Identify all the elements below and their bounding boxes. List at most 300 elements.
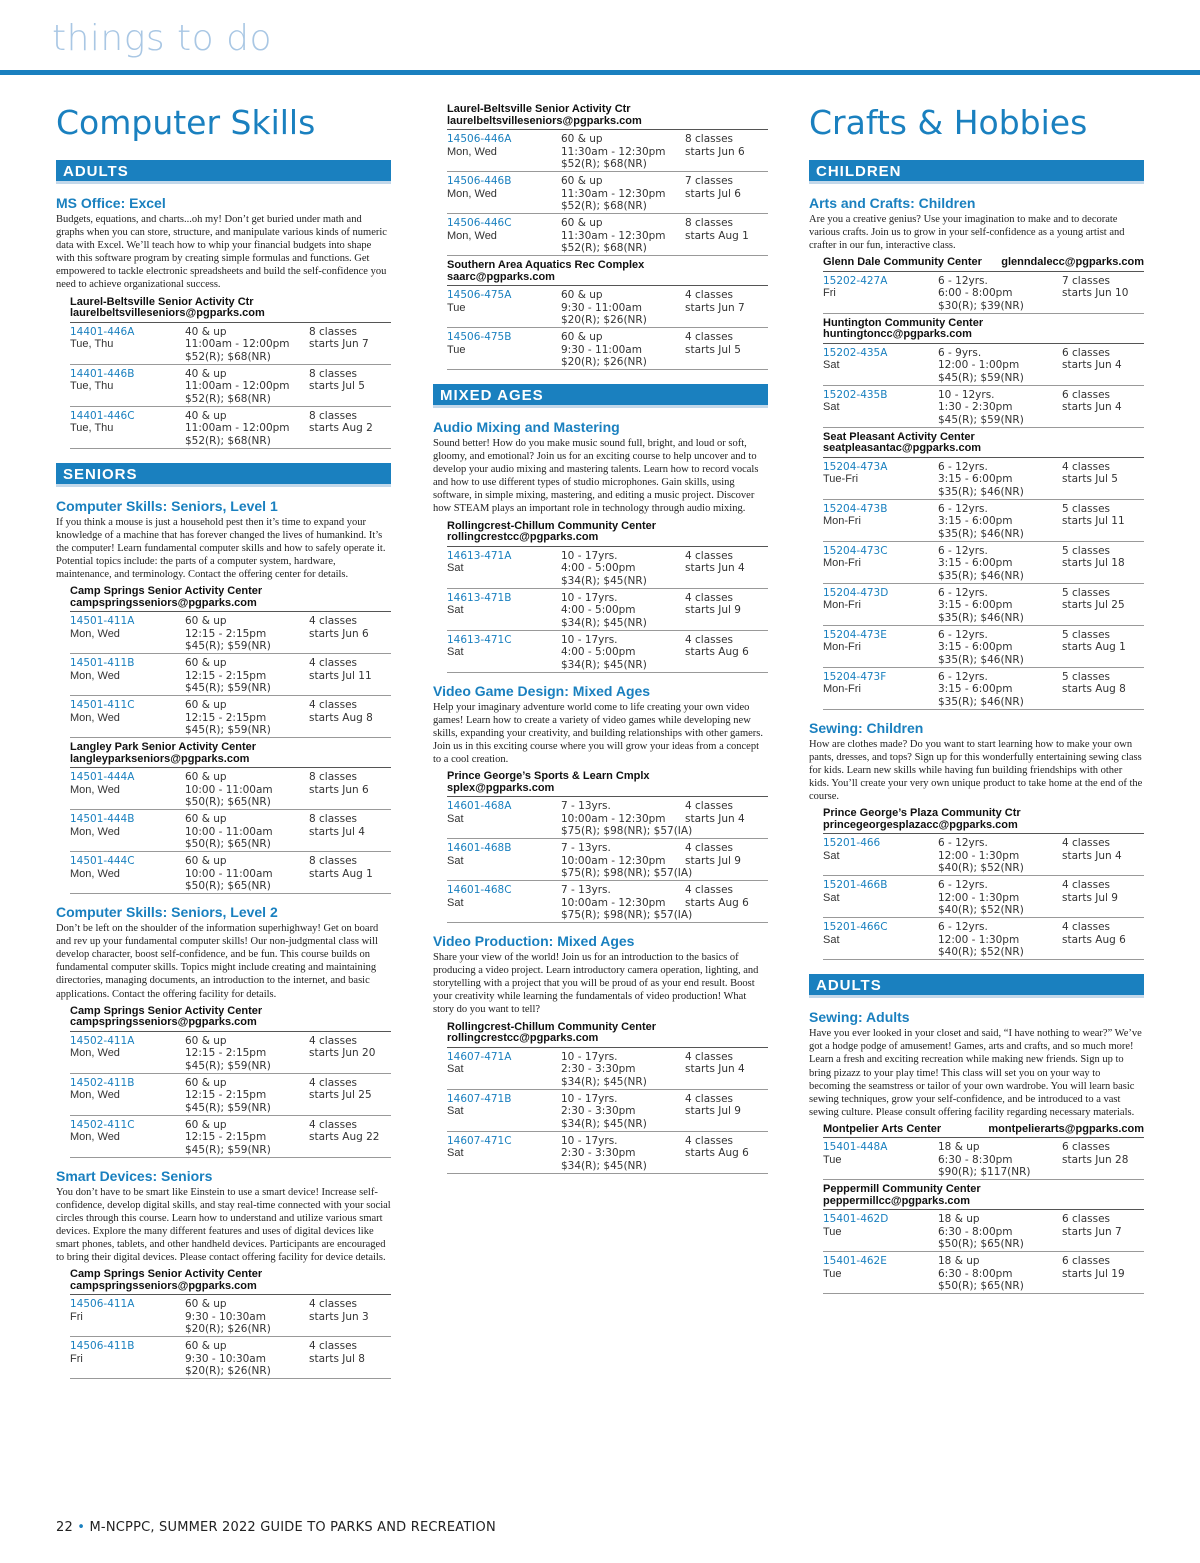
facility-header <box>823 1184 1144 1210</box>
course-code[interactable]: 14502-411C <box>70 1118 135 1131</box>
session-days: Sat <box>447 1105 464 1117</box>
class-count: 4 classes <box>685 1134 734 1147</box>
course-title: Sewing: Adults <box>809 1009 910 1026</box>
facility-email[interactable]: princegeorgesplazacc@pgparks.com <box>823 818 1018 831</box>
age-range: 18 & up <box>938 1141 980 1154</box>
course-code[interactable]: 15201-466 <box>823 837 881 850</box>
session-fee: $50(R); $65(NR) <box>185 880 271 893</box>
session-time: 2:30 - 3:30pm <box>561 1147 636 1159</box>
facility-name: Peppermill Community Center <box>823 1183 981 1196</box>
session-time: 12:15 - 2:15pm <box>185 1047 267 1060</box>
course-block <box>809 720 1144 960</box>
course-code[interactable]: 15204-473D <box>823 586 889 599</box>
start-date: starts Aug 6 <box>685 646 749 659</box>
session-fee: $45(R); $59(NR) <box>185 724 271 737</box>
start-date: starts Jun 6 <box>685 145 745 158</box>
course-description: Have you ever looked in your closet and said, “I have nothing to wear?” We’ve got a hodge podge of amusement! Games, arts and crafts, and so much more! Learn a fresh and exciting recreation while making new friends. Sign up to bring pizazz to your play time! This class will set you on your way to becoming the seamstress or tailor of your own wardrobe. You will learn basic sewing techniques, grow your self-confidence, and be introduced to a vast sewing culture. Please consult offering facility regarding necessary materials. <box>809 1028 1142 1118</box>
age-range: 60 & up <box>561 133 603 145</box>
class-count: 8 classes <box>309 409 358 422</box>
session-fee: $35(R); $46(NR) <box>938 653 1024 666</box>
session-row <box>823 1138 1144 1180</box>
session-time: 12:15 - 2:15pm <box>185 669 267 682</box>
age-range: 10 - 17yrs. <box>561 549 618 562</box>
session-time: 12:00 - 1:30pm <box>938 933 1020 946</box>
age-range: 6 - 12yrs. <box>938 544 988 557</box>
session-row <box>823 1252 1144 1294</box>
class-count: 4 classes <box>685 1092 734 1105</box>
session-row <box>447 1090 768 1132</box>
session-fee: $75(R); $98(NR); $57(IA) <box>561 867 693 880</box>
session-time: 3:15 - 6:00pm <box>938 599 1013 612</box>
course-code[interactable]: 14601-468C <box>447 884 512 897</box>
session-days: Sat <box>447 812 464 825</box>
session-fee: $20(R); $26(NR) <box>185 1365 271 1378</box>
session-days: Tue, Thu <box>70 338 114 351</box>
class-count: 4 classes <box>685 884 734 897</box>
course-title: Sewing: Children <box>809 719 924 736</box>
class-count: 6 classes <box>1062 346 1111 359</box>
session-row <box>447 130 768 172</box>
age-range: 60 & up <box>185 1118 227 1131</box>
age-range: 18 & up <box>938 1213 980 1226</box>
start-date: starts Jun 7 <box>685 301 745 314</box>
start-date: starts Aug 6 <box>1062 933 1126 946</box>
session-time: 1:30 - 2:30pm <box>938 401 1013 414</box>
facility-email[interactable]: langleyparkseniors@pgparks.com <box>70 752 250 765</box>
course-code[interactable]: 14607-471C <box>447 1134 512 1147</box>
session-days: Sat <box>447 1147 464 1159</box>
category-bar-adults: ADULTS <box>56 160 391 184</box>
age-range: 60 & up <box>185 1076 227 1089</box>
session-time: 11:30am - 12:30pm <box>561 229 666 242</box>
session-fee: $40(R); $52(NR) <box>938 862 1024 875</box>
session-row <box>70 1032 391 1074</box>
session-fee: $45(R); $59(NR) <box>185 640 271 653</box>
course-code[interactable]: 14506-475B <box>447 331 512 343</box>
facility-header <box>447 104 768 130</box>
facility-block <box>70 297 391 449</box>
facility-email[interactable]: montpelierarts@pgparks.com <box>988 1122 1144 1135</box>
column-1 <box>56 100 391 1389</box>
facility-email[interactable]: campspringsseniors@pgparks.com <box>70 1016 257 1029</box>
session-time: 11:00am - 12:00pm <box>185 422 290 435</box>
session-fee: $50(R); $65(NR) <box>185 796 271 809</box>
session-days: Mon, Wed <box>70 627 120 640</box>
session-days: Sat <box>447 604 464 617</box>
course-code[interactable]: 14506-411A <box>70 1298 135 1311</box>
facility-header <box>823 257 1144 272</box>
course-code[interactable]: 14506-475A <box>447 289 512 301</box>
page-header-title: things to do <box>52 18 273 59</box>
age-range: 10 - 17yrs. <box>561 1134 618 1147</box>
session-days: Mon, Wed <box>447 229 497 242</box>
course-block <box>56 195 391 449</box>
session-row <box>823 458 1144 500</box>
footer-text: M-NCPPC, SUMMER 2022 GUIDE TO PARKS AND RECREATION <box>89 1520 496 1535</box>
age-range: 18 & up <box>938 1255 980 1268</box>
course-code[interactable]: 14502-411A <box>70 1034 135 1047</box>
facility-header <box>823 1124 1144 1139</box>
facility-block <box>823 1124 1144 1181</box>
session-row <box>823 876 1144 918</box>
facility-header <box>447 521 768 547</box>
class-count: 4 classes <box>1062 921 1111 934</box>
facility-block <box>70 586 391 738</box>
facility-email[interactable]: rollingcrestcc@pgparks.com <box>447 531 599 544</box>
facility-block <box>447 771 768 923</box>
session-time: 9:30 - 11:00am <box>561 343 642 356</box>
start-date: starts Jul 5 <box>309 380 365 393</box>
course-code[interactable]: 15201-466C <box>823 921 888 934</box>
session-fee: $35(R); $46(NR) <box>938 527 1024 540</box>
class-count: 5 classes <box>1062 502 1111 515</box>
course-code[interactable]: 14613-471B <box>447 591 512 604</box>
age-range: 60 & up <box>185 1298 227 1311</box>
facility-block <box>823 318 1144 428</box>
session-fee: $52(R); $68(NR) <box>561 200 647 212</box>
session-fee: $34(R); $45(NR) <box>561 1117 647 1130</box>
age-range: 40 & up <box>185 367 227 380</box>
session-time: 6:30 - 8:00pm <box>938 1225 1013 1238</box>
class-count: 4 classes <box>309 1118 358 1131</box>
course-code[interactable]: 14401-446A <box>70 325 135 338</box>
course-code[interactable]: 14601-468B <box>447 842 512 855</box>
course-description: You don’t have to be smart like Einstein to use a smart device! Increase self-confidence, develop digital skills, and stay real-time connected with your social circles through this course. Learn how to understand and utilize various smart devices. Explore the many different features and uses of digital devices like smart phones, tablets, and other handheld devices. Participants are encouraged to bring their digital devices. Please contact offering facility for device details. <box>56 1186 391 1264</box>
course-block <box>433 419 768 673</box>
age-range: 6 - 12yrs. <box>938 502 988 515</box>
session-row <box>70 810 391 852</box>
age-range: 60 & up <box>185 855 227 868</box>
course-code[interactable]: 14501-444C <box>70 855 135 868</box>
session-time: 3:15 - 6:00pm <box>938 557 1013 570</box>
age-range: 40 & up <box>185 409 227 422</box>
course-code[interactable]: 14401-446B <box>70 367 135 380</box>
session-row <box>447 589 768 631</box>
age-range: 6 - 12yrs. <box>938 879 988 892</box>
start-date: starts Aug 6 <box>685 896 749 909</box>
age-range: 60 & up <box>185 699 227 712</box>
facility-block <box>447 521 768 673</box>
start-date: starts Aug 8 <box>1062 683 1126 696</box>
course-code[interactable]: 15401-462D <box>823 1213 889 1226</box>
course-code[interactable]: 14506-446A <box>447 133 512 145</box>
session-days: Sat <box>823 359 840 372</box>
session-row <box>823 500 1144 542</box>
age-range: 60 & up <box>185 1340 227 1353</box>
session-row <box>70 1074 391 1116</box>
course-code[interactable]: 15204-473C <box>823 544 888 557</box>
start-date: starts Jun 4 <box>685 1063 745 1075</box>
facility-email[interactable]: campspringsseniors@pgparks.com <box>70 1279 257 1292</box>
start-date: starts Aug 2 <box>309 422 373 435</box>
session-row <box>447 547 768 589</box>
session-days: Fri <box>70 1352 83 1365</box>
session-fee: $35(R); $46(NR) <box>938 695 1024 708</box>
course-description: Sound better! How do you make music sound full, bright, and loud or soft, gloomy, and emotional? Join us for an exciting course to help uncover and to develop your audio mixing and mastering talents. Learn how to record vocals and how to use different types of studio microphones. Gain skills, using software, in simple mixing, mastering, and editing a music project. Discover how STEAM plays an important role in technology through audio mixing. <box>433 438 759 515</box>
session-fee: $20(R); $26(NR) <box>561 356 647 368</box>
session-time: 4:00 - 5:00pm <box>561 604 636 617</box>
session-time: 10:00am - 12:30pm <box>561 812 666 825</box>
start-date: starts Jun 7 <box>309 338 369 351</box>
session-fee: $52(R); $68(NR) <box>561 242 647 254</box>
session-days: Tue-Fri <box>823 473 859 486</box>
session-time: 3:15 - 6:00pm <box>938 683 1013 696</box>
session-days: Sat <box>447 854 464 867</box>
facility-block <box>823 432 1144 710</box>
session-fee: $50(R); $65(NR) <box>938 1280 1024 1293</box>
session-days: Tue <box>823 1153 842 1166</box>
start-date: starts Jun 4 <box>685 562 745 575</box>
session-row <box>823 272 1144 314</box>
session-row <box>70 852 391 894</box>
session-time: 12:15 - 2:15pm <box>185 711 267 724</box>
facility-name: Camp Springs Senior Activity Center <box>70 1268 263 1281</box>
session-time: 12:15 - 2:15pm <box>185 1131 267 1144</box>
facility-header <box>823 432 1144 458</box>
start-date: starts Jul 9 <box>1062 891 1118 904</box>
course-code[interactable]: 14613-471A <box>447 549 512 562</box>
facility-email[interactable]: seatpleasantac@pgparks.com <box>823 442 982 455</box>
course-description: Help your imaginary adventure world come to life creating your own video games! Learn how to create a variety of video games while developing new skills, expanding your creativity, and building relationships with other gamers. Join us in this exciting course where you will grow your ideas from a concept to a cool creation. <box>433 701 764 765</box>
session-row <box>823 626 1144 668</box>
session-time: 4:00 - 5:00pm <box>561 562 636 575</box>
class-count: 6 classes <box>1062 1213 1111 1226</box>
session-row <box>70 1295 391 1337</box>
age-range: 7 - 13yrs. <box>561 884 611 897</box>
session-time: 9:30 - 10:30am <box>185 1352 266 1365</box>
course-code[interactable]: 14506-446C <box>447 217 512 229</box>
course-title: Computer Skills: Seniors, Level 1 <box>56 497 278 514</box>
session-fee: $45(R); $59(NR) <box>185 1143 271 1156</box>
session-fee: $45(R); $59(NR) <box>938 371 1024 384</box>
session-fee: $40(R); $52(NR) <box>938 946 1024 959</box>
class-count: 4 classes <box>1062 460 1111 473</box>
course-code[interactable]: 14506-446B <box>447 175 512 187</box>
facility-email[interactable]: splex@pgparks.com <box>447 781 555 794</box>
course-code[interactable]: 14501-411B <box>70 657 135 670</box>
session-row <box>70 1116 391 1158</box>
facility-email[interactable]: huntingtoncc@pgparks.com <box>823 328 972 341</box>
start-date: starts Jul 5 <box>685 343 741 356</box>
session-days: Mon-Fri <box>823 641 861 654</box>
age-range: 6 - 12yrs. <box>938 921 988 934</box>
facility-email[interactable]: laurelbeltsvilleseniors@pgparks.com <box>447 114 642 127</box>
facility-email[interactable]: peppermillcc@pgparks.com <box>823 1194 971 1207</box>
session-time: 12:15 - 2:15pm <box>185 627 267 640</box>
start-date: starts Jun 20 <box>309 1047 376 1060</box>
session-fee: $52(R); $68(NR) <box>185 434 271 447</box>
class-count: 4 classes <box>685 633 734 646</box>
column-2 <box>433 104 768 1184</box>
class-count: 7 classes <box>1062 274 1111 287</box>
course-block <box>809 195 1144 710</box>
course-code[interactable]: 15201-466B <box>823 879 888 892</box>
session-time: 10:00 - 11:00am <box>185 867 273 880</box>
course-code[interactable]: 14506-411B <box>70 1340 135 1353</box>
class-count: 8 classes <box>309 813 358 826</box>
session-row <box>447 881 768 923</box>
facility-name: Langley Park Senior Activity Center <box>70 741 257 754</box>
session-days: Mon, Wed <box>70 783 120 796</box>
facility-block <box>447 1022 768 1174</box>
class-count: 4 classes <box>685 331 734 343</box>
facility-email[interactable]: campspringsseniors@pgparks.com <box>70 596 257 609</box>
course-code[interactable]: 14401-446C <box>70 409 135 422</box>
course-code[interactable]: 14501-444A <box>70 771 135 784</box>
age-range: 60 & up <box>561 217 603 229</box>
start-date: starts Aug 1 <box>1062 641 1126 654</box>
course-code[interactable]: 14607-471A <box>447 1050 512 1063</box>
facility-header <box>823 808 1144 834</box>
facility-name: Camp Springs Senior Activity Center <box>70 1004 263 1017</box>
session-days: Tue, Thu <box>70 380 114 393</box>
class-count: 4 classes <box>309 1034 358 1047</box>
facility-email[interactable]: saarc@pgparks.com <box>447 270 555 283</box>
course-code[interactable]: 14601-468A <box>447 800 512 813</box>
course-code[interactable]: 15202-435B <box>823 388 888 401</box>
session-fee: $45(R); $59(NR) <box>938 413 1024 426</box>
facility-email[interactable]: laurelbeltsvilleseniors@pgparks.com <box>70 307 265 320</box>
class-count: 4 classes <box>309 1340 358 1353</box>
session-days: Tue <box>447 343 466 356</box>
session-days: Mon, Wed <box>70 825 120 838</box>
facility-name: Rollingcrest-Chillum Community Center <box>447 519 657 532</box>
class-count: 8 classes <box>309 771 358 784</box>
session-days: Sat <box>823 933 840 946</box>
facility-email[interactable]: rollingcrestcc@pgparks.com <box>447 1032 599 1044</box>
session-fee: $52(R); $68(NR) <box>185 392 271 405</box>
course-title: Video Production: Mixed Ages <box>433 933 635 950</box>
start-date: starts Jul 19 <box>1062 1267 1125 1280</box>
session-row <box>823 584 1144 626</box>
category-bar-children: CHILDREN <box>809 160 1144 184</box>
session-days: Mon-Fri <box>823 683 861 696</box>
session-days: Sat <box>447 1063 464 1075</box>
start-date: starts Jun 6 <box>309 783 369 796</box>
facility-block <box>70 742 391 894</box>
course-code[interactable]: 14501-411C <box>70 699 135 712</box>
course-code[interactable]: 15204-473F <box>823 670 887 683</box>
course-title: Computer Skills: Seniors, Level 2 <box>56 904 278 921</box>
session-fee: $45(R); $59(NR) <box>185 1101 271 1114</box>
session-row <box>447 1132 768 1174</box>
class-count: 5 classes <box>1062 670 1111 683</box>
course-code[interactable]: 14502-411B <box>70 1076 135 1089</box>
course-code[interactable]: 14501-411A <box>70 615 135 628</box>
session-row <box>823 386 1144 428</box>
session-row <box>70 612 391 654</box>
session-days: Tue <box>823 1267 842 1280</box>
course-code[interactable]: 14607-471B <box>447 1092 512 1105</box>
session-row <box>447 631 768 673</box>
session-days: Sat <box>823 891 840 904</box>
start-date: starts Jul 6 <box>685 187 741 200</box>
section-title-computer-skills: Computer Skills <box>56 103 316 142</box>
session-fee: $34(R); $45(NR) <box>561 616 647 629</box>
session-days: Fri <box>70 1310 83 1323</box>
facility-header <box>447 260 768 286</box>
session-time: 10:00am - 12:30pm <box>561 854 666 867</box>
session-time: 11:00am - 12:00pm <box>185 380 290 393</box>
course-block <box>56 904 391 1158</box>
age-range: 60 & up <box>561 175 603 187</box>
session-fee: $30(R); $39(NR) <box>938 299 1024 312</box>
age-range: 10 - 17yrs. <box>561 633 618 646</box>
session-fee: $34(R); $45(NR) <box>561 1159 647 1172</box>
session-fee: $34(R); $45(NR) <box>561 658 647 671</box>
session-fee: $75(R); $98(NR); $57(IA) <box>561 825 693 838</box>
facility-email[interactable]: glenndalecc@pgparks.com <box>1001 256 1144 269</box>
page-number: 22 <box>56 1520 73 1535</box>
facility-block <box>823 808 1144 960</box>
session-time: 11:00am - 12:00pm <box>185 338 290 351</box>
course-code[interactable]: 14501-444B <box>70 813 135 826</box>
class-count: 5 classes <box>1062 586 1111 599</box>
class-count: 4 classes <box>685 549 734 562</box>
facility-name: Montpelier Arts Center <box>823 1122 942 1135</box>
session-time: 10:00am - 12:30pm <box>561 896 666 909</box>
class-count: 8 classes <box>309 367 358 380</box>
age-range: 40 & up <box>185 325 227 338</box>
page-footer <box>56 1520 496 1535</box>
session-days: Sat <box>823 401 840 414</box>
session-time: 4:00 - 5:00pm <box>561 646 636 659</box>
age-range: 60 & up <box>185 657 227 670</box>
session-time: 12:00 - 1:30pm <box>938 891 1020 904</box>
course-code[interactable]: 15204-473B <box>823 502 888 515</box>
session-row <box>447 1048 768 1090</box>
class-count: 8 classes <box>685 217 734 229</box>
facility-header <box>823 318 1144 344</box>
session-fee: $45(R); $59(NR) <box>185 682 271 695</box>
course-code[interactable]: 15204-473E <box>823 628 887 641</box>
course-description: Are you a creative genius? Use your imagination to make and to decorate various crafts. Join us to grow in your self-confidence as a young artist and crafter in our fun, interactive class. <box>809 214 1125 252</box>
category-bar-adults: ADULTS <box>809 974 1144 998</box>
facility-name: Prince George’s Sports & Learn Cmplx <box>447 770 650 783</box>
facility-name: Southern Area Aquatics Rec Complex <box>447 259 645 271</box>
session-time: 11:30am - 12:30pm <box>561 145 666 158</box>
session-fee: $20(R); $26(NR) <box>561 314 647 326</box>
age-range: 6 - 12yrs. <box>938 586 988 599</box>
facility-name: Laurel-Beltsville Senior Activity Ctr <box>70 295 254 308</box>
session-days: Mon-Fri <box>823 557 861 570</box>
class-count: 4 classes <box>1062 879 1111 892</box>
age-range: 60 & up <box>561 289 603 301</box>
course-block <box>433 933 768 1173</box>
course-code[interactable]: 15204-473A <box>823 460 888 473</box>
start-date: starts Jun 6 <box>309 627 369 640</box>
session-row <box>70 365 391 407</box>
session-row <box>70 654 391 696</box>
session-row <box>447 328 768 370</box>
session-days: Mon, Wed <box>70 867 120 880</box>
session-row <box>823 918 1144 960</box>
course-code[interactable]: 15401-462E <box>823 1255 887 1268</box>
session-fee: $34(R); $45(NR) <box>561 1075 647 1088</box>
session-fee: $90(R); $117(NR) <box>938 1166 1031 1179</box>
course-code[interactable]: 15202-435A <box>823 346 888 359</box>
facility-block <box>447 260 768 370</box>
course-block <box>56 1168 391 1380</box>
course-code[interactable]: 15401-448A <box>823 1141 888 1154</box>
start-date: starts Jun 3 <box>309 1310 369 1323</box>
session-days: Tue, Thu <box>70 422 114 435</box>
course-code[interactable]: 14613-471C <box>447 633 512 646</box>
facility-header <box>70 742 391 768</box>
age-range: 6 - 12yrs. <box>938 460 988 473</box>
course-code[interactable]: 15202-427A <box>823 274 888 287</box>
age-range: 6 - 12yrs. <box>938 274 988 287</box>
